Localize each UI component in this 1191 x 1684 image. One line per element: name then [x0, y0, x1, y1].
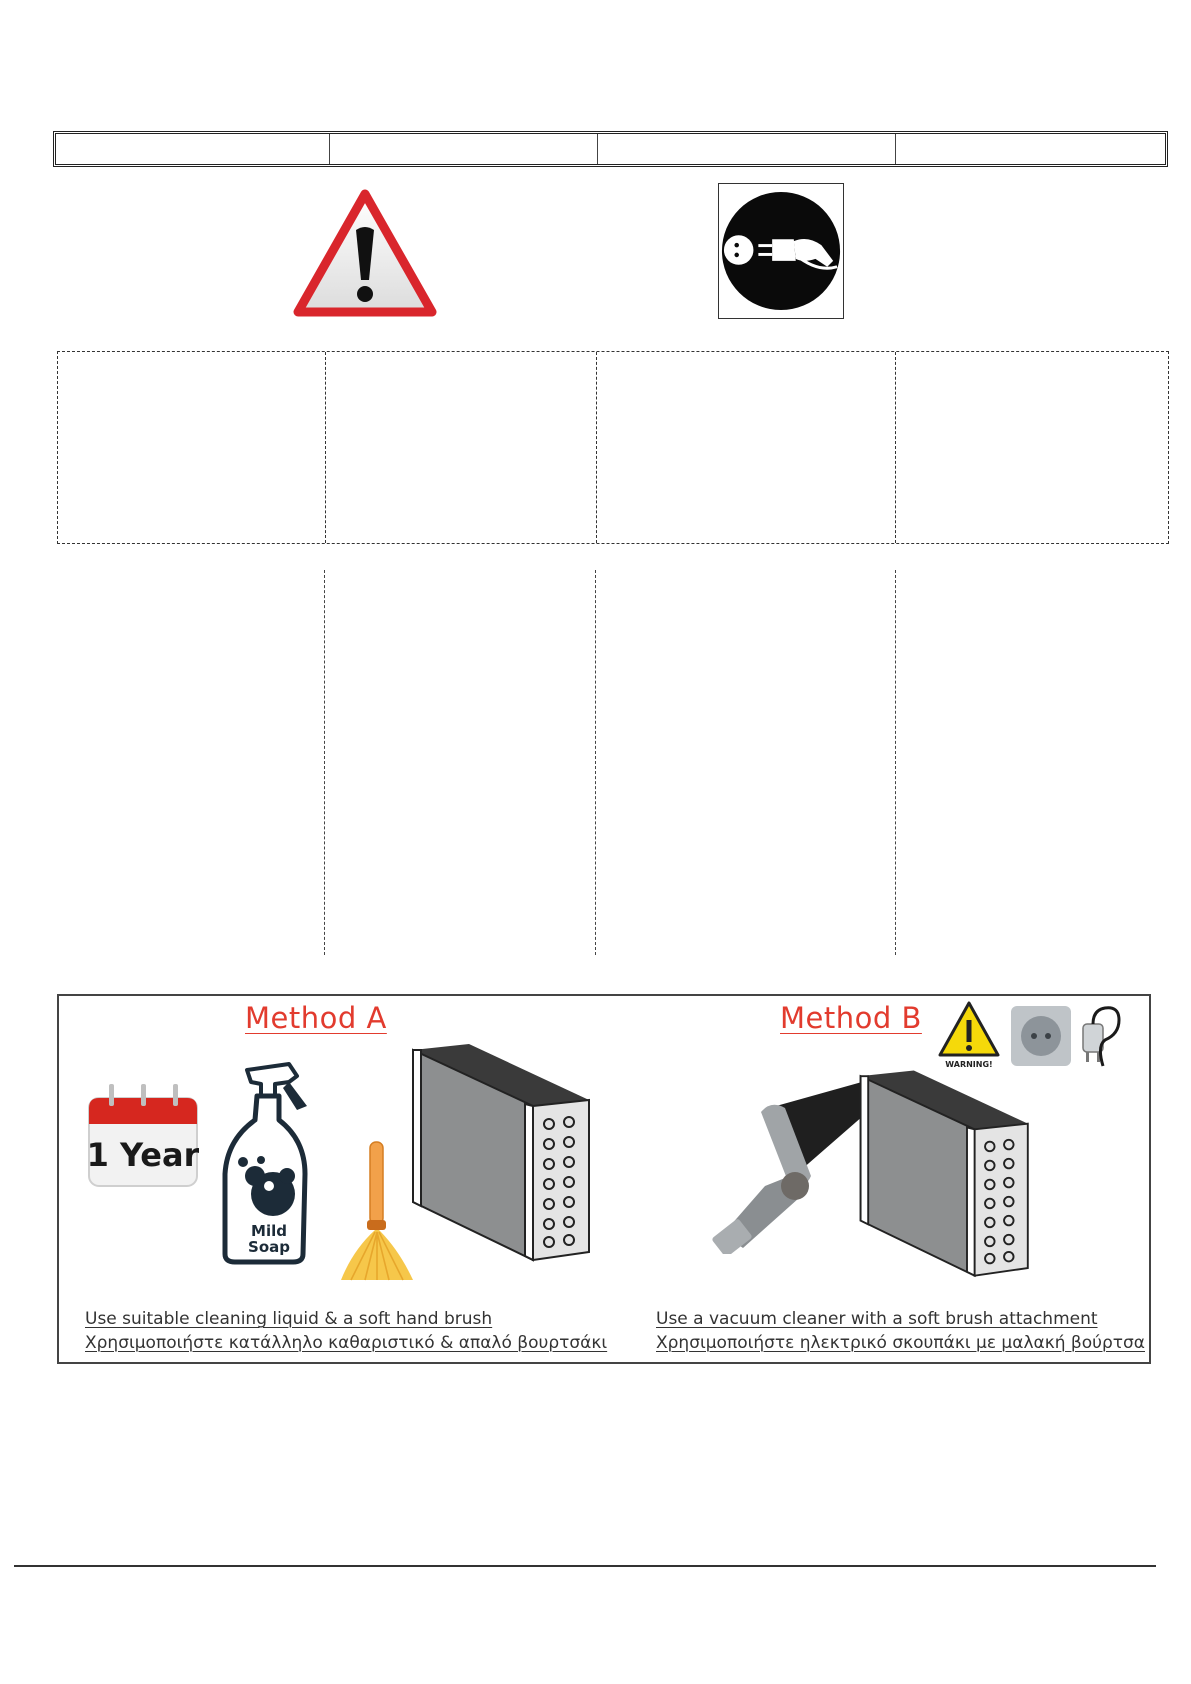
- bottle-text-line1: Mild: [251, 1222, 287, 1240]
- warning-triangle-icon: [290, 186, 440, 322]
- method-b-title: Method B: [780, 1001, 922, 1035]
- bottle-text-line2: Soap: [248, 1238, 290, 1256]
- method-a-caption-gr: Χρησιμοποιήστε κατάλληλο καθαριστικό & απαλό βουρτσάκι: [85, 1333, 608, 1353]
- column-divider: [595, 570, 596, 955]
- header-cell: [598, 134, 896, 164]
- header-cell: [896, 134, 1165, 164]
- header-cell: [56, 134, 330, 164]
- filter-coil-icon: [853, 1068, 1043, 1280]
- content-table: [57, 351, 1169, 544]
- method-a-title: Method A: [245, 1001, 387, 1035]
- spray-bottle-icon: [217, 1058, 317, 1268]
- method-a-caption-en: Use suitable cleaning liquid & a soft hand brush: [85, 1309, 493, 1329]
- warning-label: WARNING!: [945, 1060, 993, 1069]
- footer-rule: [14, 1565, 1156, 1567]
- column-divider: [324, 570, 325, 955]
- calendar-text: 1 Year: [87, 1136, 199, 1174]
- header-cell: [330, 134, 598, 164]
- method-b-caption-gr: Χρησιμοποιήστε ηλεκτρικό σκουπάκι με μαλακή βούρτσα: [656, 1333, 1145, 1353]
- table-cell: [326, 352, 597, 543]
- column-separators: [0, 570, 1191, 955]
- cleaning-methods-panel: [57, 994, 1151, 1364]
- table-cell: [58, 352, 326, 543]
- calendar-icon: [87, 1080, 199, 1190]
- column-divider: [895, 570, 896, 955]
- unplug-icon: [718, 183, 844, 319]
- method-b-caption-en: Use a vacuum cleaner with a soft brush attachment: [656, 1309, 1098, 1329]
- table-cell: [896, 352, 1168, 543]
- power-socket-icon: [1009, 1004, 1073, 1068]
- header-table: [53, 131, 1168, 167]
- table-cell: [597, 352, 896, 543]
- warning-sign-icon: [937, 1000, 1001, 1070]
- plug-icon: [1075, 1000, 1127, 1072]
- filter-coil-icon: [405, 1042, 605, 1264]
